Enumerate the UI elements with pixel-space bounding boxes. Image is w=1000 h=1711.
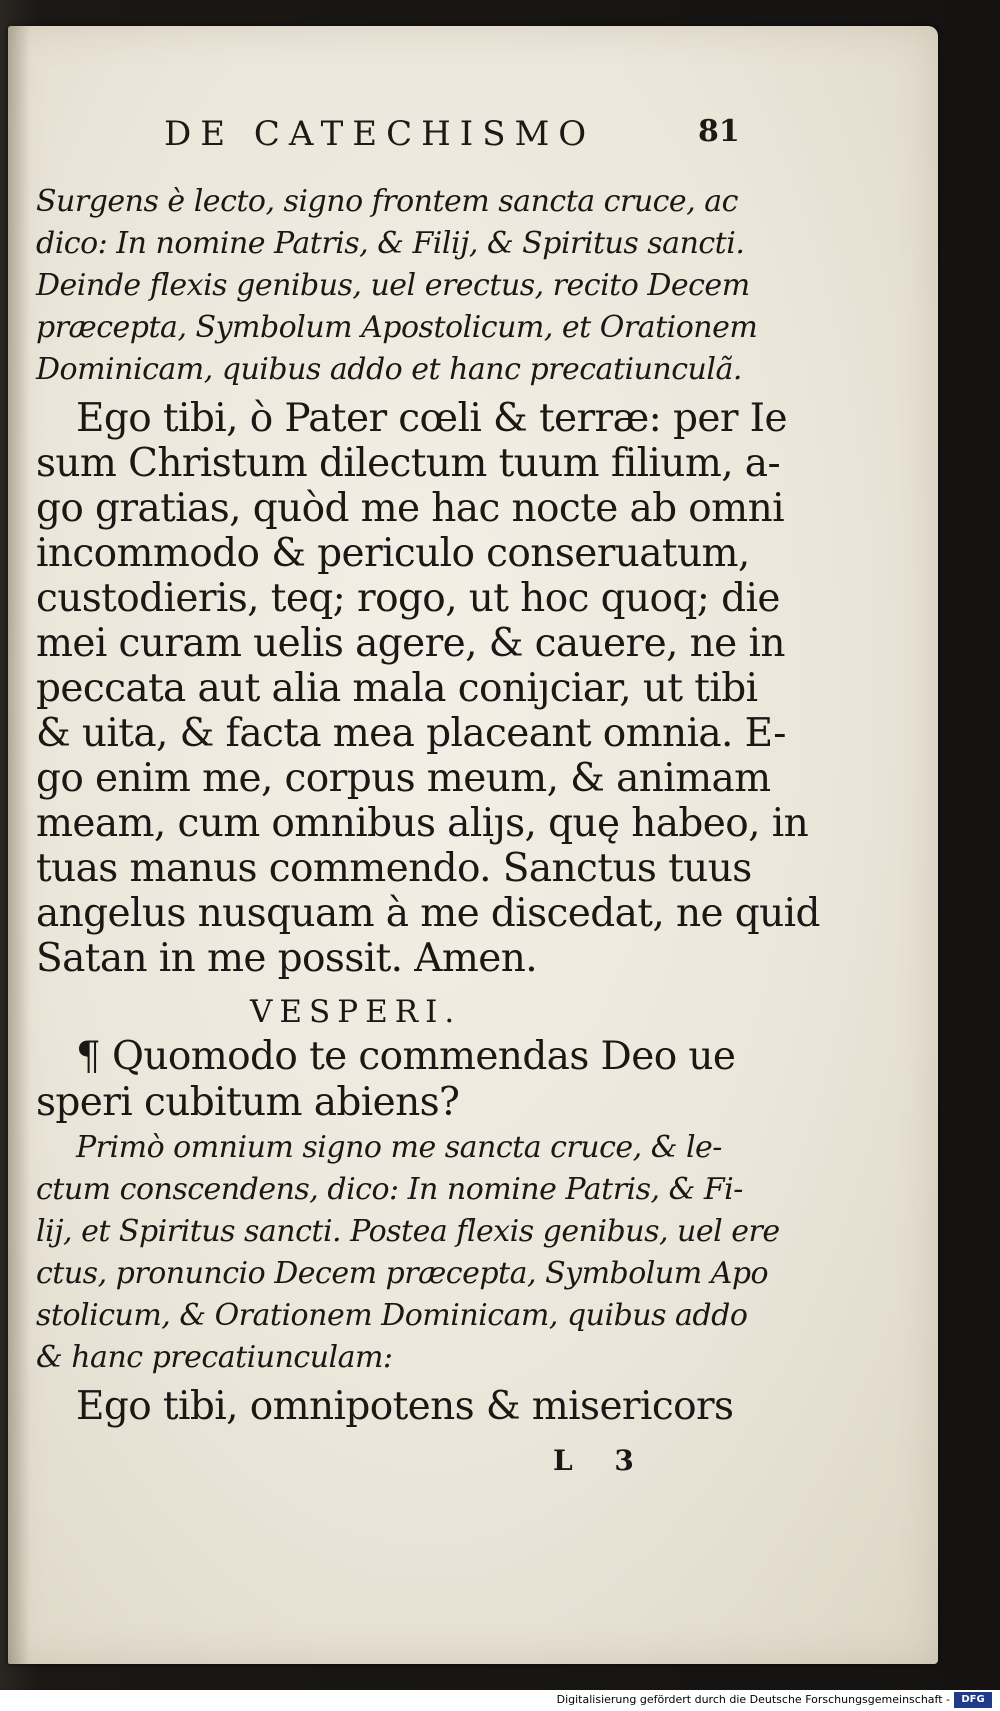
prayer-line: & uita, & facta mea placeant omnia. E-: [36, 711, 786, 756]
prayer-line: go enim me, corpus meum, & animam: [36, 756, 771, 801]
answer-line: & hanc precatiunculam:: [36, 1340, 393, 1375]
answer-line: Primò omnium signo me sancta cruce, & le-: [76, 1130, 722, 1165]
running-head: [134, 114, 740, 174]
prayer-line: mei curam uelis agere, & cauere, ne in: [36, 621, 785, 666]
funding-credit: Digitalisierung gefördert durch die Deutsche Forschungsgemeinschaft -: [556, 1693, 950, 1706]
running-head-title: DE CATECHISMO: [164, 114, 596, 154]
prayer-line: Satan in me possit. Amen.: [36, 936, 538, 981]
signature-mark: L 3: [553, 1444, 650, 1477]
dfg-logo: DFG: [954, 1692, 992, 1708]
prayer-line: peccata aut alia mala coniȷciar, ut tibi: [36, 666, 758, 711]
question-line: ¶ Quomodo te commendas Deo ue: [76, 1034, 736, 1079]
prayer-line: custodieris, teq; rogo, ut hoc quoq; die: [36, 576, 780, 621]
text-line: dico: In nomine Patris, & Filij, & Spiritus sancti.: [36, 226, 745, 261]
text-line: Dominicam, quibus addo et hanc precatiunculã.: [36, 352, 742, 387]
catchword-line: Ego tibi, omnipotens & misericors: [76, 1384, 734, 1429]
text-line: præcepta, Symbolum Apostolicum, et Orationem: [36, 310, 758, 345]
footer-bar: [0, 1690, 1000, 1711]
prayer-line: tuas manus commendo. Sanctus tuus: [36, 846, 752, 891]
answer-line: ctum conscendens, dico: In nomine Patris, & Fi-: [36, 1172, 743, 1207]
page-number: 81: [698, 114, 740, 149]
answer-line: lij, et Spiritus sancti. Postea flexis genibus, uel ere: [36, 1214, 780, 1249]
prayer-line: angelus nusquam à me discedat, ne quid: [36, 891, 820, 936]
prayer-line: Ego tibi, ò Pater cœli & terræ: per Ie: [76, 396, 787, 441]
question-line: speri cubitum abiens?: [36, 1080, 460, 1125]
text-line: Deinde flexis genibus, uel erectus, recito Decem: [36, 268, 750, 303]
prayer-line: meam, cum omnibus aliȷs, quę habeo, in: [36, 801, 809, 846]
prayer-line: incommodo & periculo conseruatum,: [36, 531, 750, 576]
text-line: Surgens è lecto, signo frontem sancta cruce, ac: [36, 184, 738, 219]
answer-line: stolicum, & Orationem Dominicam, quibus addo: [36, 1298, 748, 1333]
section-title: VESPERI.: [250, 994, 462, 1030]
prayer-line: sum Christum dilectum tuum filium, a-: [36, 441, 781, 486]
prayer-line: go gratias, quòd me hac nocte ab omni: [36, 486, 784, 531]
answer-line: ctus, pronuncio Decem præcepta, Symbolum Apo: [36, 1256, 769, 1291]
book-page: [8, 26, 938, 1664]
